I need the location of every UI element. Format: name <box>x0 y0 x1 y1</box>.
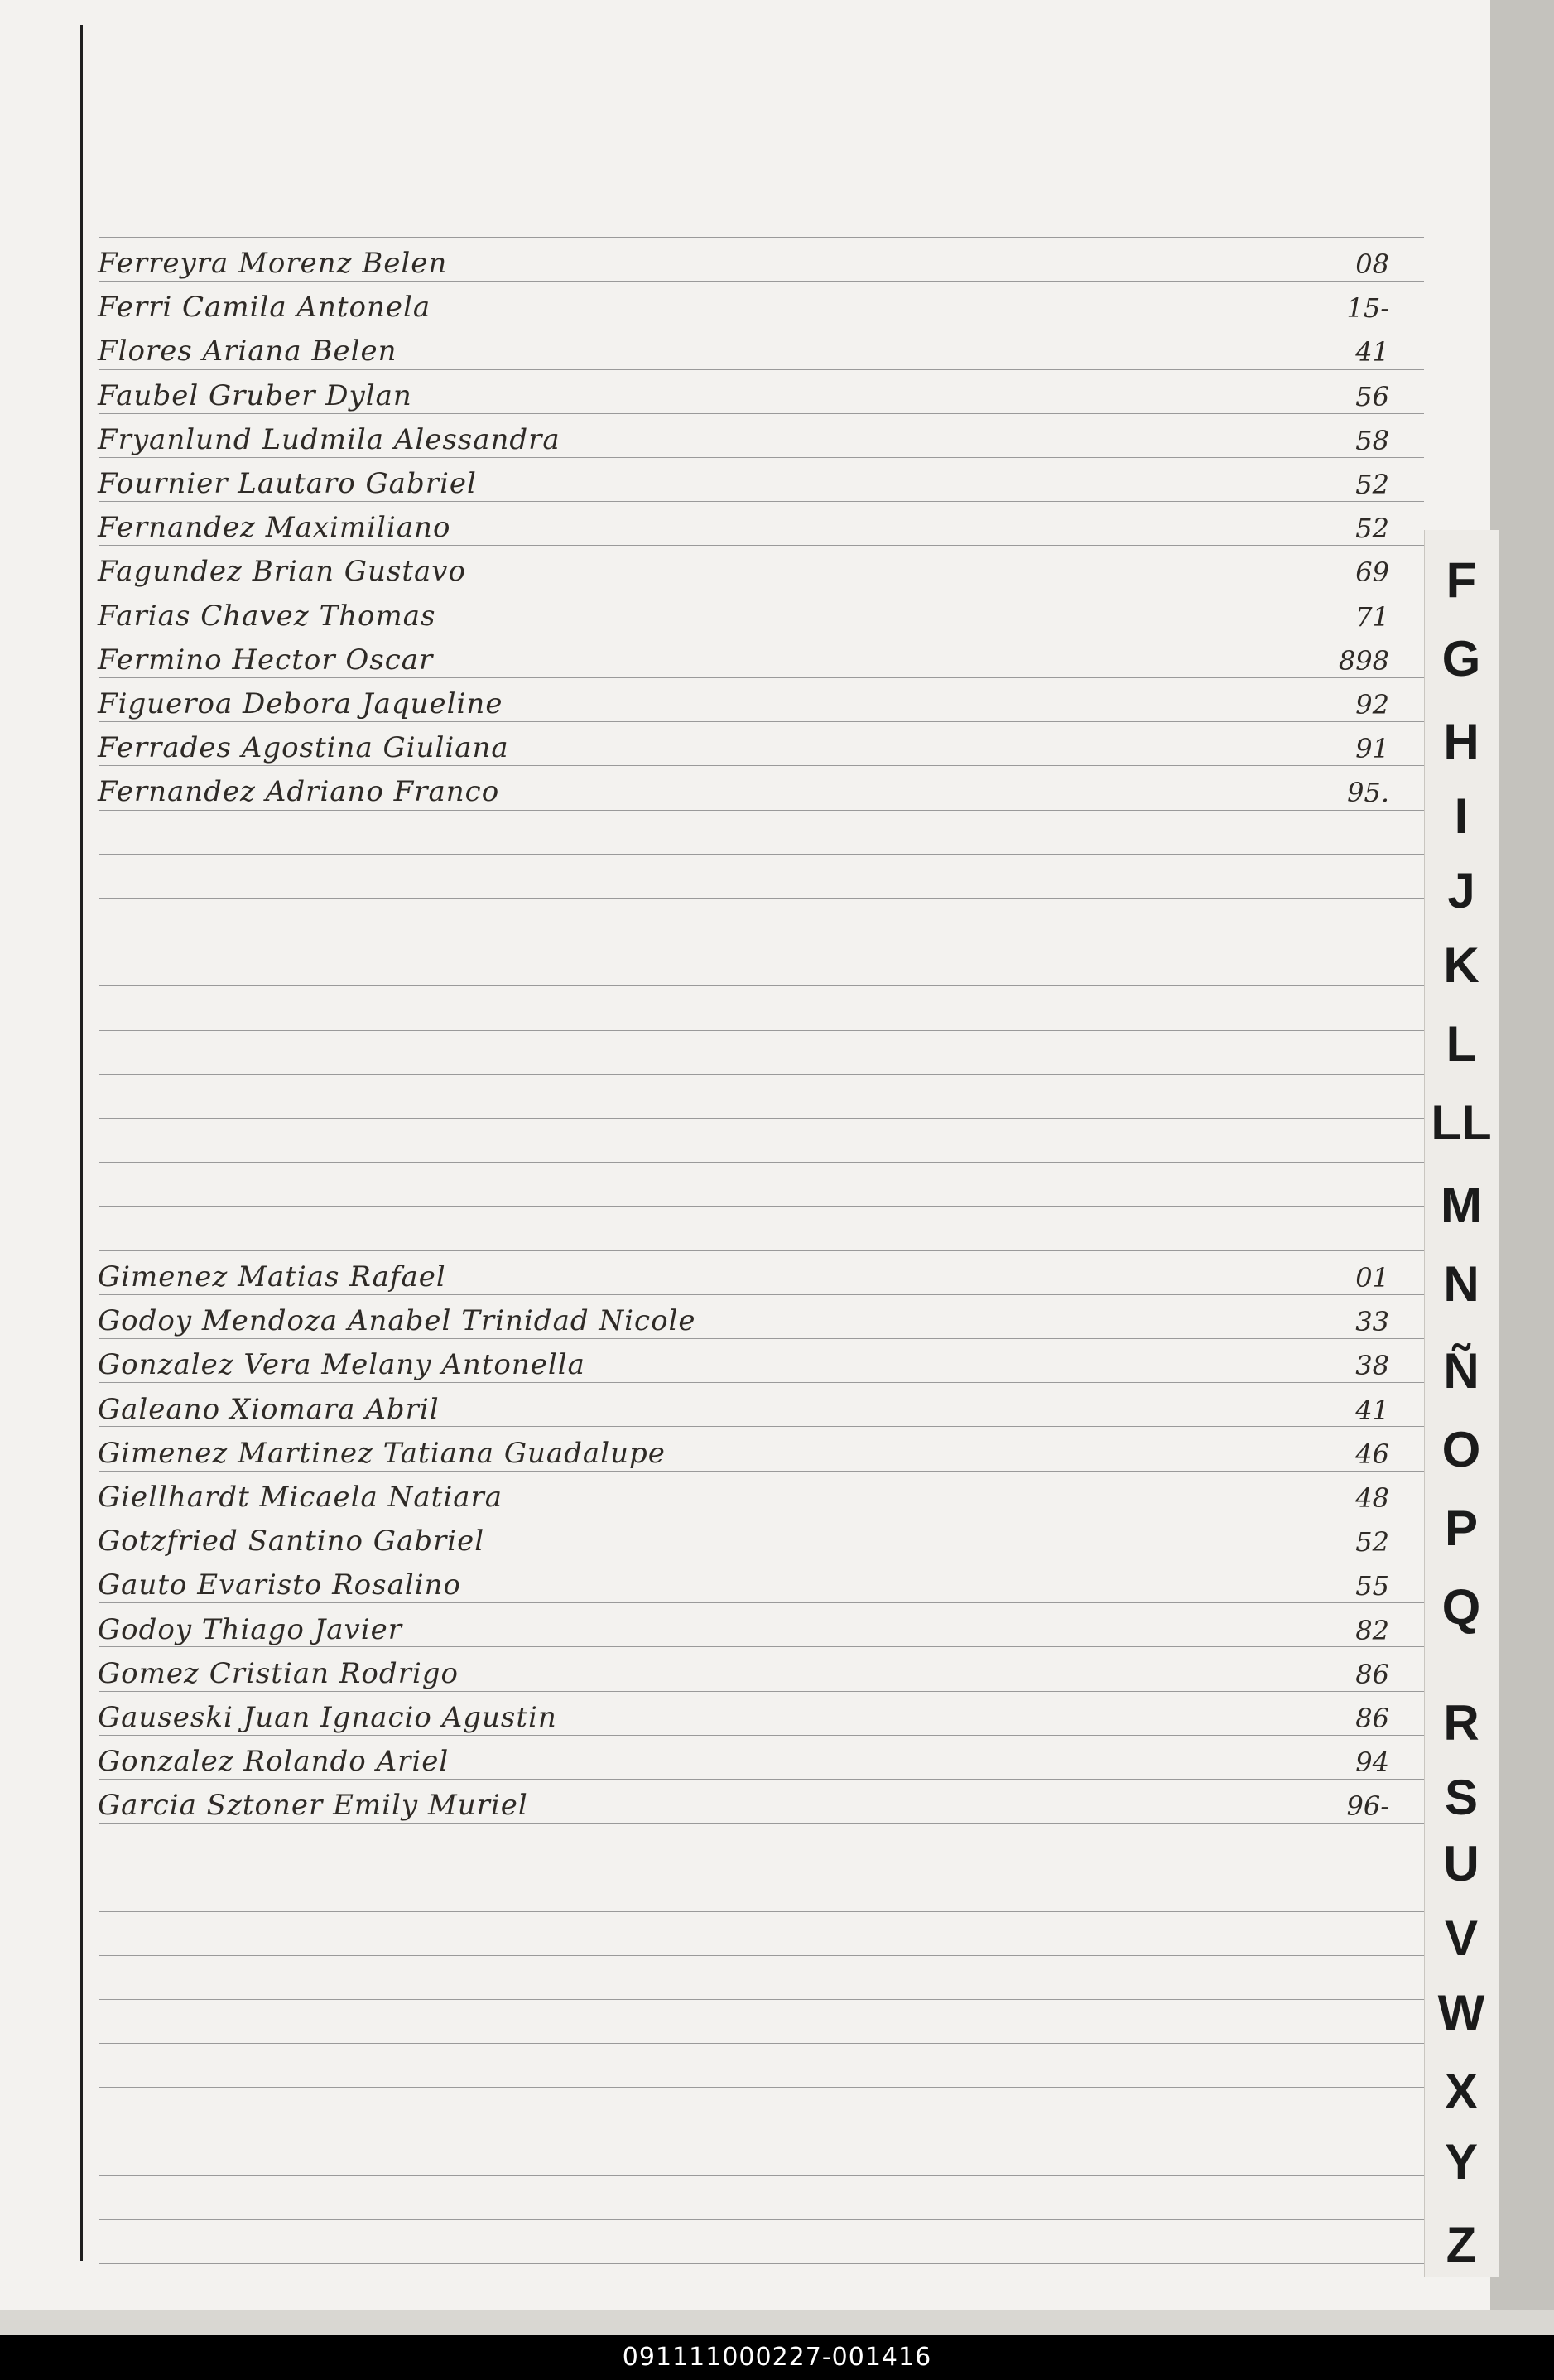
tab-letter-20[interactable]: X <box>1444 2063 1479 2119</box>
tab-letter-21[interactable]: Y <box>1444 2133 1479 2190</box>
student-name: Farias Chavez Thomas <box>98 600 436 633</box>
list-item <box>98 1342 1389 1385</box>
student-name: Gomez Cristian Rodrigo <box>98 1657 459 1690</box>
list-item <box>98 373 1389 416</box>
list-item <box>98 460 1389 503</box>
list-item <box>98 1474 1389 1517</box>
list-item <box>98 1562 1389 1605</box>
student-name: Fournier Lautaro Gabriel <box>98 467 477 500</box>
list-item <box>98 637 1389 680</box>
entry-number: 94 <box>1355 1746 1389 1778</box>
entry-number: 55 <box>1355 1570 1389 1602</box>
entry-number: 82 <box>1355 1615 1389 1646</box>
list-item <box>98 328 1389 371</box>
student-name: Fernandez Adriano Franco <box>98 775 500 808</box>
ruled-line <box>99 2263 1424 2264</box>
entry-number: 41 <box>1355 1395 1389 1426</box>
student-name: Fagundez Brian Gustavo <box>98 555 466 588</box>
margin-line <box>80 25 83 2261</box>
entry-number: 41 <box>1355 336 1389 368</box>
list-item <box>98 768 1389 812</box>
student-name: Ferreyra Morenz Belen <box>98 247 448 280</box>
student-name: Gauto Evaristo Rosalino <box>98 1568 461 1602</box>
tab-letter-2[interactable]: G <box>1441 630 1481 687</box>
ruled-line <box>99 854 1424 855</box>
tab-letter-8[interactable]: LL <box>1431 1094 1492 1150</box>
ruled-line <box>99 1911 1424 1912</box>
entry-number: 91 <box>1355 733 1389 764</box>
list-item <box>98 1254 1389 1297</box>
ruled-line <box>99 898 1424 899</box>
tab-letter-18[interactable]: V <box>1444 1910 1479 1966</box>
student-name: Gonzalez Vera Melany Antonella <box>98 1348 585 1381</box>
entry-number: 86 <box>1355 1703 1389 1734</box>
list-item <box>98 1782 1389 1825</box>
student-name: Garcia Sztoner Emily Muriel <box>98 1789 528 1822</box>
tab-letter-4[interactable]: I <box>1454 788 1469 844</box>
list-item <box>98 548 1389 591</box>
entry-number: 38 <box>1355 1350 1389 1381</box>
tab-letter-5[interactable]: J <box>1447 862 1475 918</box>
entry-number: 01 <box>1355 1262 1389 1294</box>
tab-letter-10[interactable]: N <box>1443 1255 1479 1312</box>
ruled-line <box>99 1074 1424 1075</box>
student-name: Figueroa Debora Jaqueline <box>98 687 503 720</box>
list-item <box>98 504 1389 547</box>
entry-number: 898 <box>1338 645 1389 677</box>
entry-number: 95. <box>1347 777 1389 808</box>
ruled-line <box>99 1030 1424 1031</box>
student-name: Gonzalez Rolando Ariel <box>98 1745 450 1778</box>
tab-letter-7[interactable]: L <box>1446 1015 1477 1072</box>
tab-letter-3[interactable]: H <box>1443 713 1479 769</box>
entry-number: 08 <box>1355 248 1389 280</box>
student-name: Fryanlund Ludmila Alessandra <box>98 423 560 456</box>
tab-letter-16[interactable]: S <box>1444 1769 1479 1825</box>
student-name: Ferrades Agostina Giuliana <box>98 731 509 764</box>
entry-number: 71 <box>1355 601 1389 633</box>
list-item <box>98 681 1389 724</box>
footer-id: 091111000227-001416 <box>622 2343 932 2372</box>
ruled-line <box>99 985 1424 986</box>
ruled-line <box>99 2219 1424 2220</box>
tab-letter-19[interactable]: W <box>1437 1984 1485 2040</box>
ruled-line <box>99 2087 1424 2088</box>
list-item <box>98 417 1389 460</box>
tab-edge <box>1490 0 1554 2310</box>
student-name: Gimenez Martinez Tatiana Guadalupe <box>98 1437 666 1470</box>
student-name: Gotzfried Santino Gabriel <box>98 1525 485 1558</box>
student-name: Galeano Xiomara Abril <box>98 1393 440 1426</box>
student-name: Godoy Mendoza Anabel Trinidad Nicole <box>98 1304 696 1337</box>
entry-number: 52 <box>1355 513 1389 544</box>
entry-number: 15- <box>1346 292 1389 324</box>
tab-letter-1[interactable]: F <box>1446 552 1477 608</box>
list-item <box>98 593 1389 636</box>
tab-letter-15[interactable]: R <box>1443 1694 1479 1751</box>
ruled-line <box>99 2043 1424 2044</box>
entry-number: 56 <box>1355 381 1389 412</box>
entry-number: 69 <box>1355 556 1389 588</box>
student-name: Fernandez Maximiliano <box>98 511 451 544</box>
tab-letter-14[interactable]: Q <box>1441 1578 1481 1635</box>
entry-number: 86 <box>1355 1659 1389 1690</box>
tab-letter-6[interactable]: K <box>1443 937 1479 993</box>
ruled-line <box>99 1250 1424 1251</box>
tab-letter-17[interactable]: U <box>1443 1835 1479 1891</box>
list-item <box>98 1430 1389 1473</box>
tab-letter-12[interactable]: O <box>1441 1421 1481 1477</box>
ruled-line <box>99 2175 1424 2176</box>
list-item <box>98 1518 1389 1561</box>
entry-number: 46 <box>1355 1438 1389 1470</box>
student-name: Flores Ariana Belen <box>98 335 397 368</box>
entry-number: 92 <box>1355 689 1389 720</box>
list-item <box>98 1694 1389 1737</box>
entry-number: 52 <box>1355 1526 1389 1558</box>
list-item <box>98 240 1389 283</box>
entry-number: 33 <box>1355 1306 1389 1337</box>
student-name: Faubel Gruber Dylan <box>98 379 412 412</box>
ruled-line <box>99 1206 1424 1207</box>
ruled-line <box>99 1118 1424 1119</box>
ruled-line <box>99 1162 1424 1163</box>
student-name: Giellhardt Micaela Natiara <box>98 1481 503 1514</box>
student-name: Gimenez Matias Rafael <box>98 1260 446 1294</box>
entry-number: 48 <box>1355 1482 1389 1514</box>
tab-letter-22[interactable]: Z <box>1446 2216 1477 2272</box>
list-item <box>98 1738 1389 1781</box>
list-item <box>98 725 1389 768</box>
list-item <box>98 1650 1389 1693</box>
list-item <box>98 1607 1389 1650</box>
entry-number: 58 <box>1355 425 1389 456</box>
ruled-line <box>99 1999 1424 2000</box>
list-item <box>98 1386 1389 1429</box>
tab-letter-9[interactable]: M <box>1441 1177 1482 1233</box>
ruled-line <box>99 1955 1424 1956</box>
list-item <box>98 1298 1389 1341</box>
entry-number: 52 <box>1355 469 1389 500</box>
student-name: Gauseski Juan Ignacio Agustin <box>98 1701 557 1734</box>
student-name: Godoy Thiago Javier <box>98 1613 402 1646</box>
entry-number: 96- <box>1346 1790 1389 1822</box>
ruled-line <box>99 237 1424 238</box>
student-name: Fermino Hector Oscar <box>98 643 434 677</box>
tab-letter-11[interactable]: Ñ <box>1443 1342 1479 1399</box>
student-name: Ferri Camila Antonela <box>98 291 431 324</box>
tab-letter-13[interactable]: P <box>1444 1500 1479 1556</box>
list-item <box>98 284 1389 327</box>
